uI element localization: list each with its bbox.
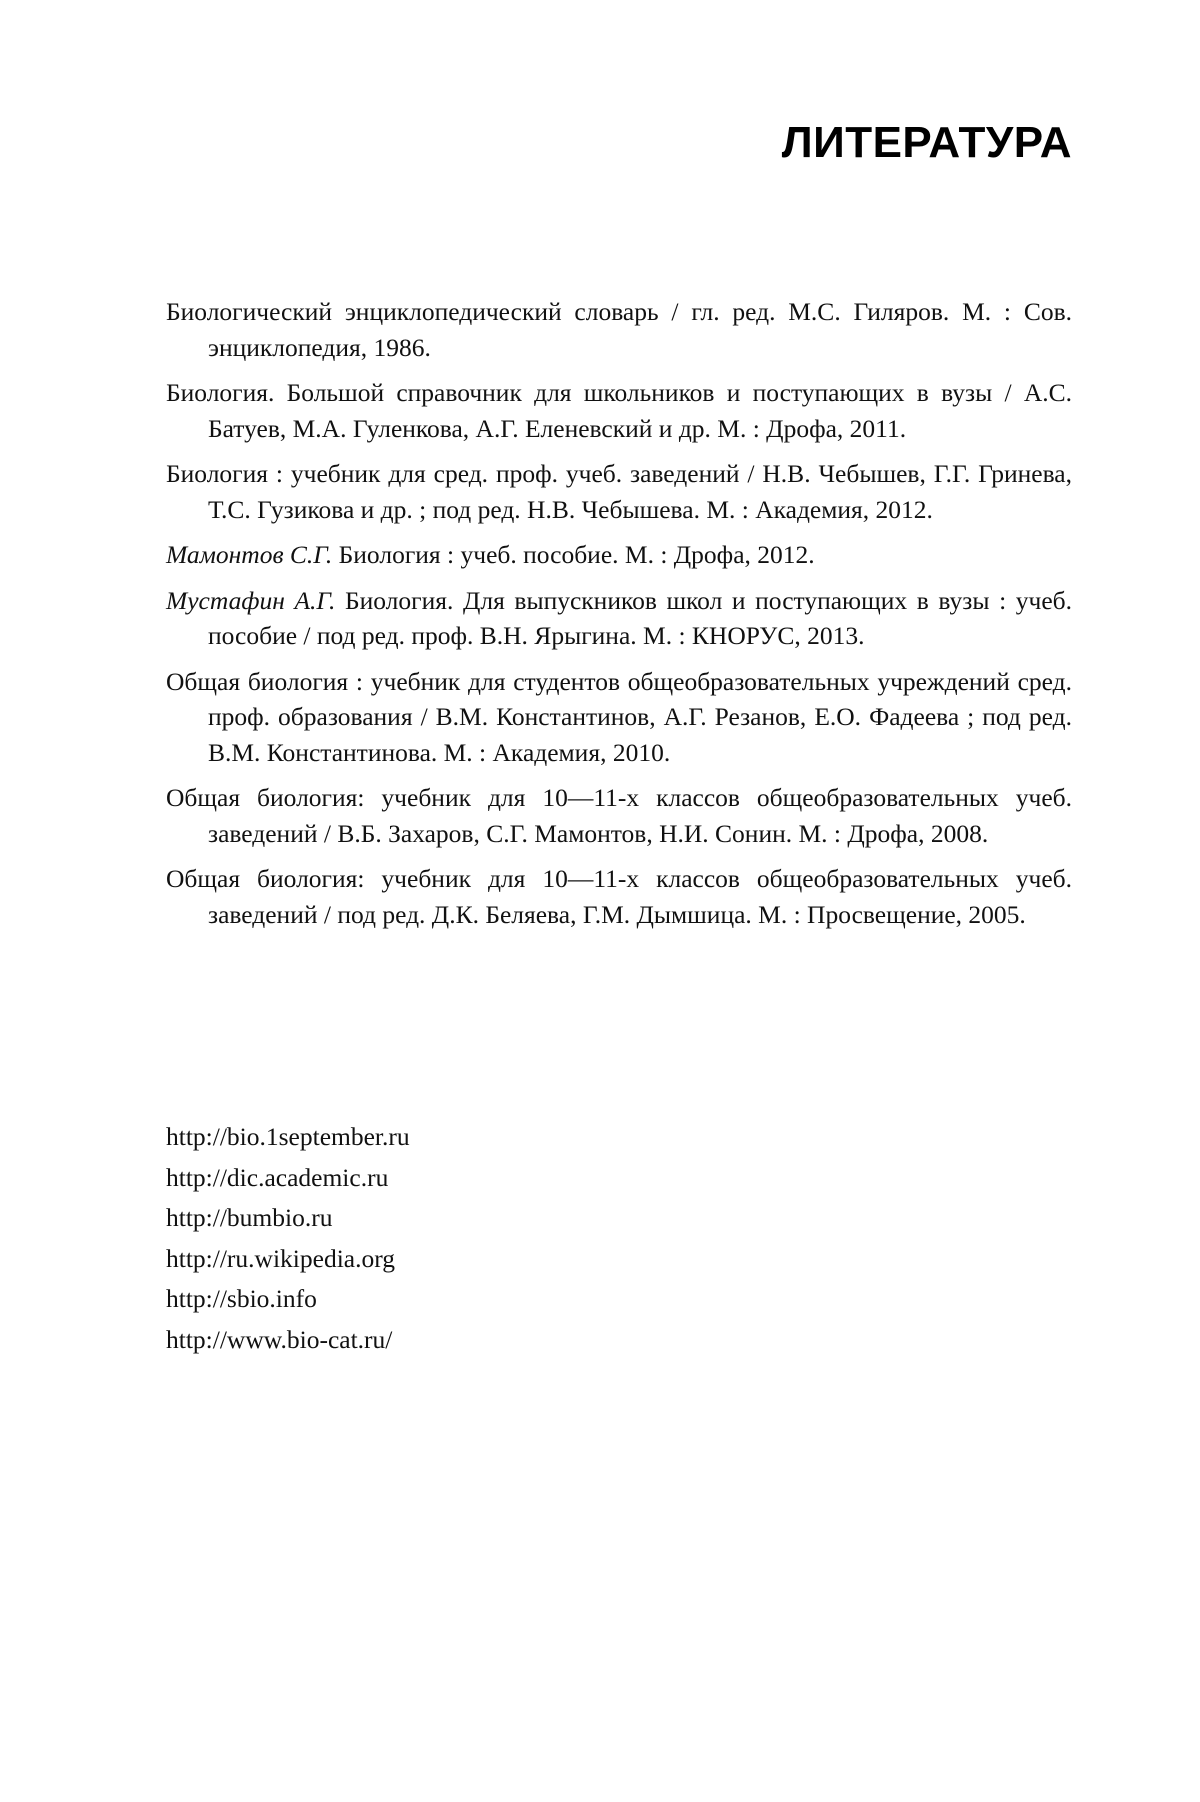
web-resource-item (166, 1198, 1072, 1239)
reference-item (166, 537, 1072, 573)
web-resource-link[interactable]: http://www.bio-cat.ru/ (166, 1324, 393, 1354)
web-resource-link[interactable]: http://ru.wikipedia.org (166, 1243, 396, 1273)
reference-text: Биология. Для выпускников школ и поступающих в вузы : учеб. пособие / под ред. проф. В.Н. Ярыгина. М. : КНОРУС, 2013. (208, 585, 1072, 650)
reference-text: Общая биология : учебник для студентов общеобразовательных учреждений сред. проф. образования / В.М. Константинов, А.Г. Резанов, Е.О. Фадеева ; под ред. В.М. Константинова. М. : Академия, 2010. (166, 666, 1072, 767)
web-resource-list (166, 1117, 1072, 1361)
web-resource-item (166, 1117, 1072, 1158)
reference-text: Общая биология: учебник для 10—11-х классов общеобразовательных учеб. заведений / В.Б. Захаров, С.Г. Мамонтов, Н.И. Сонин. М. : Дрофа, 2008. (166, 783, 1072, 848)
reference-item (166, 375, 1072, 446)
reference-text: Общая биология: учебник для 10—11-х классов общеобразовательных учеб. заведений / под ред. Д.К. Беляева, Г.М. Дымшица. М. : Просвещение, 2005. (166, 864, 1072, 929)
web-resource-link[interactable]: http://bio.1september.ru (166, 1122, 410, 1151)
web-resource-link[interactable]: http://sbio.info (166, 1284, 317, 1314)
web-resource-link[interactable]: http://bumbio.ru (166, 1203, 333, 1233)
web-resource-item (166, 1320, 1072, 1361)
reference-item (166, 456, 1072, 527)
page-title: ЛИТЕРАТУРА (781, 118, 1072, 167)
reference-author: Мустафин А.Г. (166, 585, 336, 615)
reference-item (166, 294, 1072, 365)
reference-author: Мамонтов С.Г. (166, 540, 333, 569)
reference-item (166, 664, 1072, 771)
reference-text: Биология. Большой справочник для школьников и поступающих в вузы / А.С. Батуев, М.А. Гуленкова, А.Г. Еленевский и др. М. : Дрофа, 2011. (166, 378, 1072, 443)
reference-item (166, 780, 1072, 851)
web-resource-item (166, 1279, 1072, 1320)
web-resource-link[interactable]: http://dic.academic.ru (166, 1162, 389, 1192)
web-resource-item (166, 1239, 1072, 1280)
web-resource-item (166, 1158, 1072, 1199)
reference-item (166, 861, 1072, 932)
reference-text: Биология : учеб. пособие. М. : Дрофа, 2012. (332, 540, 815, 569)
reference-text: Биология : учебник для сред. проф. учеб. заведений / Н.В. Чебышев, Г.Г. Гринева, Т.С. Гузикова и др. ; под ред. Н.В. Чебышева. М. : Академия, 2012. (166, 459, 1072, 524)
reference-item (166, 583, 1072, 654)
reference-list (166, 294, 1072, 942)
reference-text: Биологический энциклопедический словарь / гл. ред. М.С. Гиляров. М. : Сов. энциклопедия, 1986. (166, 297, 1072, 362)
